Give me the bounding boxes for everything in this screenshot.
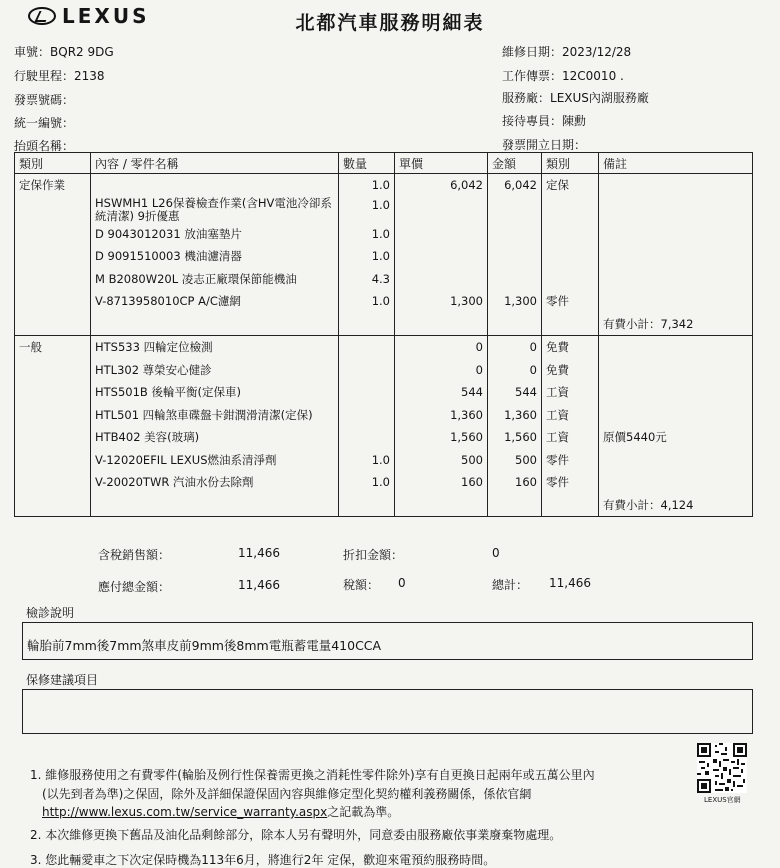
tax-value: 0 <box>398 576 406 590</box>
service-items-table <box>14 152 753 517</box>
recommend-box <box>22 689 753 734</box>
header-quantity: 數量 <box>339 153 395 174</box>
tax-id-row: 統一編號： <box>14 116 75 130</box>
table-row: 定保作業 1.0 6,042 6,042 定保 <box>15 174 753 197</box>
inspection-box <box>22 622 753 660</box>
warranty-link[interactable]: http://www.lexus.com.tw/service_warranty.aspx <box>42 805 328 819</box>
advisor-name: 陳勳 <box>562 114 587 128</box>
grand-total-label: 總計： <box>492 578 529 592</box>
section-category: 定保作業 <box>15 174 91 197</box>
repair-date: 2023/12/28 <box>562 45 632 59</box>
table-row: HSWMH1 L26保養檢查作業(含HV電池冷卻系統清潔) 9折優惠 1.0 <box>15 197 753 223</box>
note-1: 1. 維修服務使用之有費零件(輪胎及例行性保養需更換之消耗性零件除外)享有自更換日起兩年或五萬公里內 <box>30 768 595 782</box>
header-note: 備註 <box>599 153 753 174</box>
table-row <box>15 313 753 336</box>
table-row: V-12020EFIL LEXUS燃油系清淨劑 1.0 500 500 零件 <box>15 449 753 472</box>
repair-date-row: 維修日期：2023/12/28 <box>502 45 632 59</box>
header-type: 類別 <box>542 153 599 174</box>
invoice-date-row: 發票開立日期： <box>502 138 587 152</box>
advisor-row: 接待專員：陳勳 <box>502 114 587 128</box>
work-ticket: 12C0010 . <box>562 69 624 83</box>
header-description: 內容 / 零件名稱 <box>91 153 339 174</box>
mileage-row: 行駛里程：2138 <box>14 69 105 83</box>
note-3: 3. 您此輛愛車之下次定保時機為113年6月，將進行2年 定保，歡迎來電預約服務時間。 <box>30 853 496 867</box>
recommend-label: 保修建議項目 <box>26 673 99 687</box>
plate-row: 車號：BQR2 9DG <box>14 45 114 59</box>
discount-value: 0 <box>492 546 500 560</box>
grand-total-value: 11,466 <box>549 576 591 590</box>
table-row: HTL501 四輪煞車碟盤卡鉗潤滑清潔(定保) 1,360 1,360 工資 <box>15 404 753 427</box>
table-row <box>15 494 753 517</box>
payable-total-value: 11,466 <box>238 578 280 592</box>
invoice-title-row: 抬頭名稱： <box>14 139 75 153</box>
table-row: HTB402 美容(玻璃) 1,560 1,560 工資 原價5440元 <box>15 426 753 449</box>
table-row: V-20020TWR 汽油水份去除劑 1.0 160 160 零件 <box>15 471 753 494</box>
table-row: D 9091510003 機油濾清器 1.0 <box>15 245 753 268</box>
section-category: 一般 <box>15 336 91 359</box>
inspection-text: 輪胎前7mm後7mm煞車皮前9mm後8mm電瓶蓄電量410CCA <box>27 638 382 653</box>
original-price-note: 原價5440元 <box>599 426 753 449</box>
table-header-row <box>15 153 753 174</box>
note-1-link-row: http://www.lexus.com.tw/service_warranty.aspx之記載為準。 <box>42 805 400 819</box>
subtotal-maintenance: 有費小計：7,342 <box>599 313 753 336</box>
work-ticket-row: 工作傳票：12C0010 . <box>502 69 624 83</box>
payable-total-label: 應付總金額： <box>98 580 171 594</box>
table-row: HTS501B 後輪平衡(定保車) 544 544 工資 <box>15 381 753 404</box>
page-title: 北都汽車服務明細表 <box>295 12 485 34</box>
service-center: LEXUS內湖服務廠 <box>550 91 649 105</box>
tax-label: 稅額： <box>343 578 380 592</box>
service-center-row: 服務廠：LEXUS內湖服務廠 <box>502 91 649 105</box>
header-unit-price: 單價 <box>395 153 488 174</box>
inspection-label: 檢診說明 <box>26 606 75 620</box>
table-row: HTL302 尊榮安心健診 0 0 免費 <box>15 359 753 382</box>
subtotal-general: 有費小計：4,124 <box>599 494 753 517</box>
mileage-value: 2138 <box>74 69 105 83</box>
header-category: 類別 <box>15 153 91 174</box>
table-row: V-8713958010CP A/C濾網 1.0 1,300 1,300 零件 <box>15 290 753 313</box>
qr-code-icon[interactable] <box>697 743 747 793</box>
qr-label: LEXUS官網 <box>704 796 741 804</box>
sales-total-label: 含稅銷售額： <box>98 548 171 562</box>
header-amount: 金額 <box>488 153 542 174</box>
discount-label: 折扣金額： <box>343 548 404 562</box>
table-row: M B2080W20L 凌志正廠環保節能機油 4.3 <box>15 268 753 291</box>
sales-total-value: 11,466 <box>238 546 280 560</box>
note-1-cont: (以先到者為準)之保固，除外及詳細保證保固內容與維修定型化契約權利義務關係，係依官網 <box>42 787 532 801</box>
lexus-wordmark: LEXUS <box>62 4 150 28</box>
plate-number: BQR2 9DG <box>50 45 114 59</box>
invoice-number-row: 發票號碼： <box>14 93 75 107</box>
table-row: 一般 HTS533 四輪定位檢測 0 0 免費 <box>15 336 753 359</box>
table-row: D 9043012031 放油塞墊片 1.0 <box>15 223 753 246</box>
note-2: 2. 本次維修更換下舊品及油化品剩餘部分，除本人另有聲明外，同意委由服務廠依事業廢棄物處理。 <box>30 828 562 842</box>
